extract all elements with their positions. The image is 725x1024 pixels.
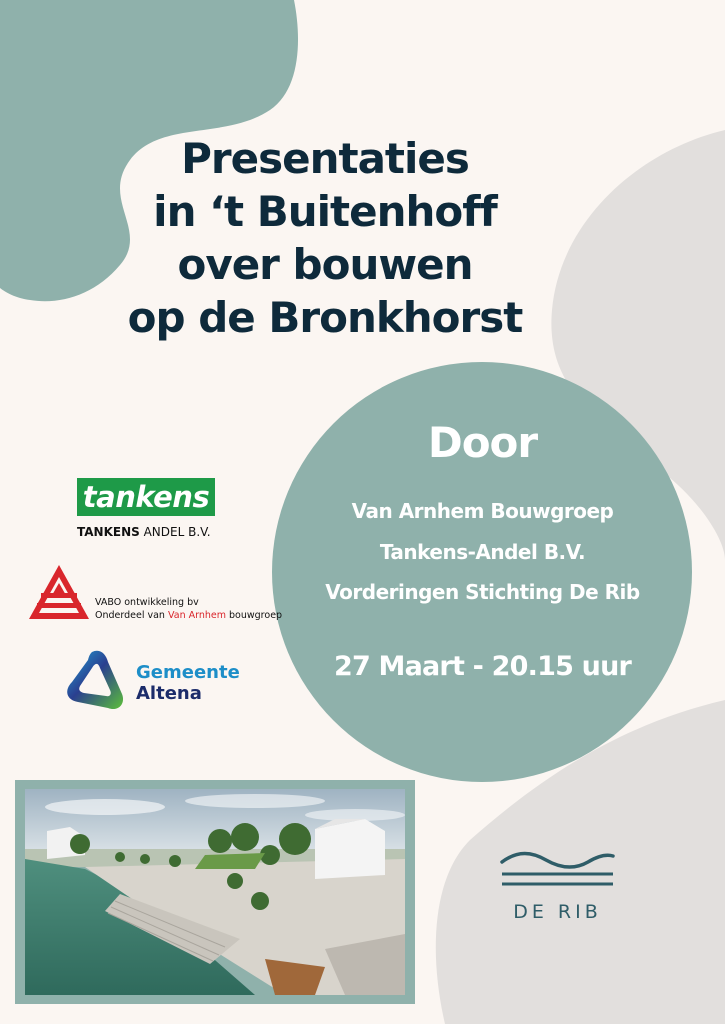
organizer-2: Tankens-Andel B.V. (379, 540, 586, 564)
vabo-tag-highlight: Van Arnhem (167, 610, 226, 621)
tankens-subtitle (77, 524, 237, 540)
gemeente-line-2: Altena (136, 683, 202, 704)
vabo-triangle-icon (27, 563, 91, 621)
title-line-4: op de Bronkhorst (127, 293, 523, 342)
vabo-name: VABO ontwikkeling bv (95, 597, 199, 608)
title-line-1: Presentaties (181, 134, 469, 183)
tankens-sub-rest: ANDEL B.V. (139, 525, 211, 539)
title-line-3: over bouwen (177, 240, 473, 289)
organizer-1: Van Arnhem Bouwgroep (351, 499, 614, 523)
vabo-tagline (95, 610, 282, 622)
gemeente-line-1: Gemeente (136, 662, 240, 683)
event-date-time: 27 Maart - 20.15 uur (333, 651, 632, 682)
title-line-2: in ‘t Buitenhoff (153, 187, 497, 236)
tankens-logo: tankens (77, 478, 215, 516)
gemeente-altena-icon (62, 646, 130, 718)
derib-wave-icon (500, 848, 615, 890)
derib-logo-text: DE RIB (513, 901, 602, 923)
waterfront-rendering-image (25, 789, 405, 995)
vabo-tag-suffix: bouwgroep (226, 610, 283, 621)
organizer-3: Vorderingen Stichting De Rib (325, 580, 640, 604)
tankens-sub-bold: TANKENS (77, 525, 140, 539)
door-label: Door (427, 418, 538, 467)
vabo-tag-prefix: Onderdeel van (95, 610, 168, 621)
poster-title (90, 132, 560, 344)
